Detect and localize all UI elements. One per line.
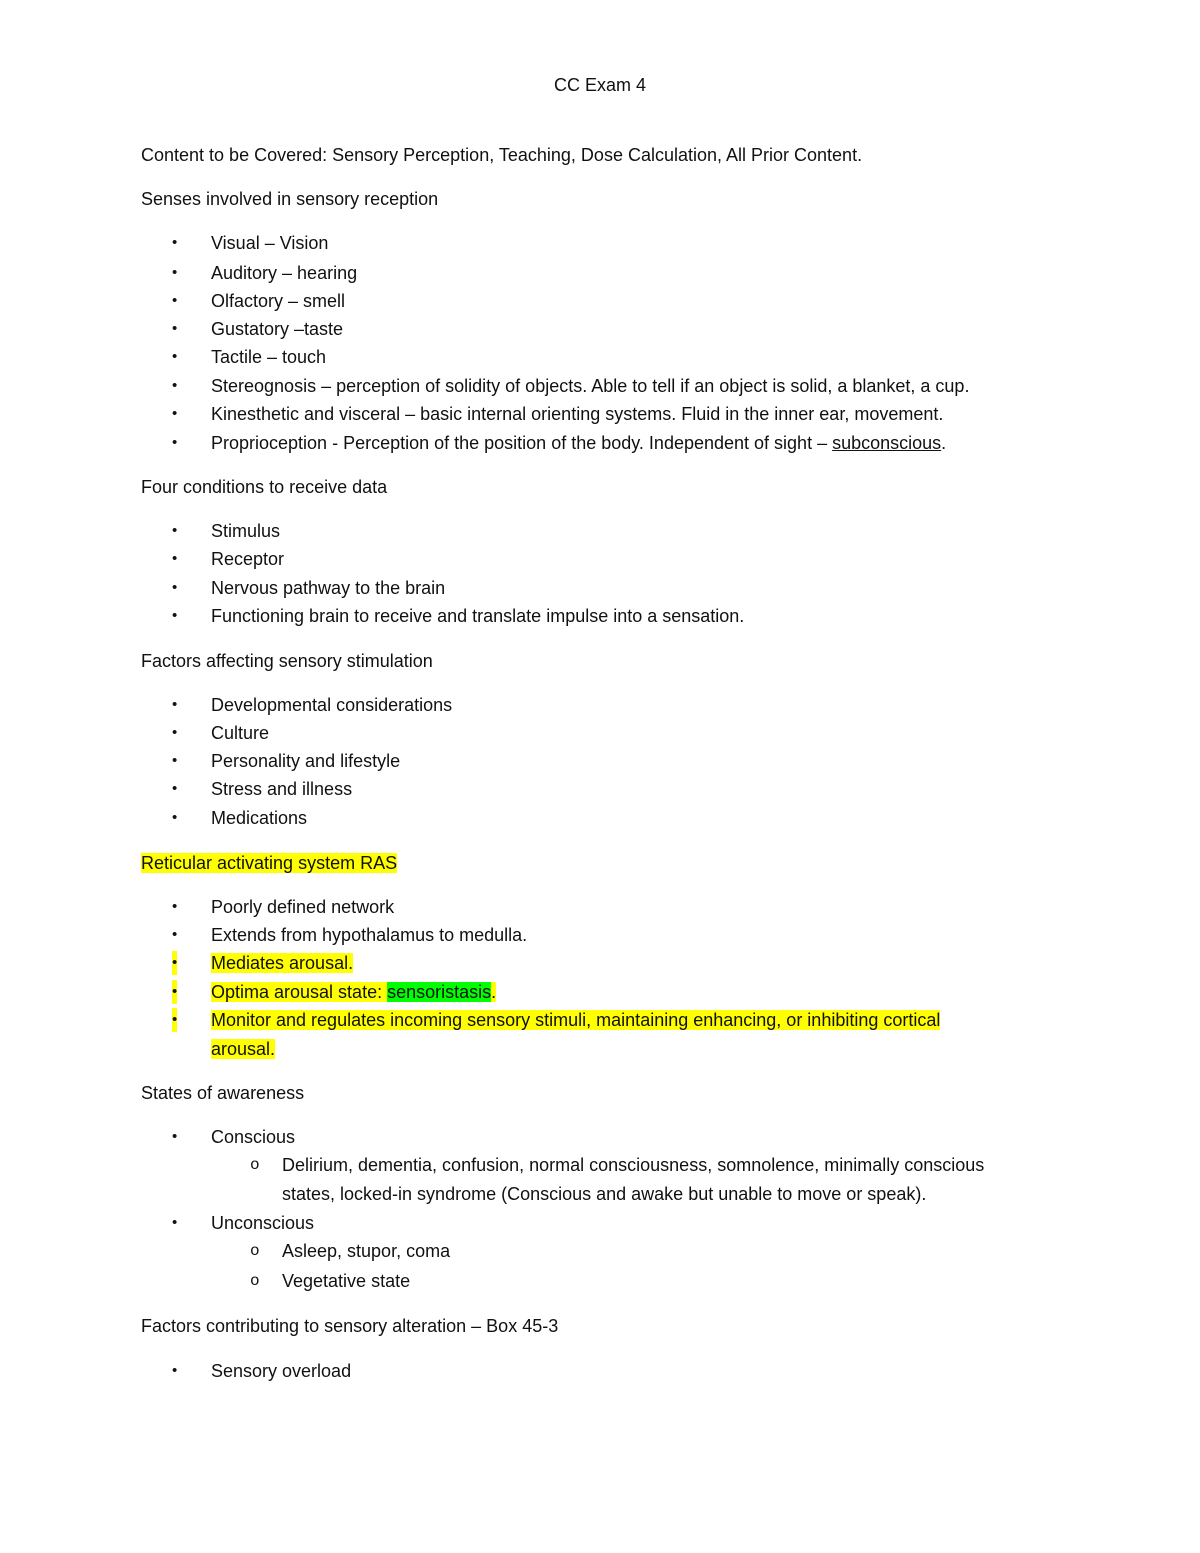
list-item: Extends from hypothalamus to medulla.	[211, 925, 528, 945]
bullet-icon: •	[172, 579, 178, 596]
bullet-icon: •	[172, 1008, 177, 1032]
bullet-icon: •	[172, 1128, 178, 1145]
ras-heading	[141, 851, 397, 875]
awareness-heading: States of awareness	[141, 1083, 305, 1103]
list-item: Nervous pathway to the brain	[211, 578, 446, 598]
proprioception-text: Proprioception - Perception of the position of the body. Independent of sight –	[211, 433, 833, 453]
monitor-text-line2: arousal.	[211, 1039, 276, 1059]
optima-period: .	[491, 982, 497, 1002]
bullet-icon: •	[172, 292, 178, 309]
sub-bullet-icon: o	[250, 1242, 260, 1260]
bullet-icon: •	[172, 809, 178, 826]
sub-list-item: Asleep, stupor, coma	[282, 1241, 451, 1261]
bullet-icon: •	[172, 550, 178, 567]
sensoristasis-highlight: sensoristasis	[387, 982, 492, 1002]
list-item: Medications	[211, 808, 308, 828]
list-item-mediates	[211, 951, 353, 975]
ras-heading-text: Reticular activating system RAS	[141, 853, 398, 873]
sub-bullet-icon: o	[250, 1272, 260, 1290]
list-item: Conscious	[211, 1127, 296, 1147]
list-item: Culture	[211, 723, 270, 743]
bullet-icon: •	[172, 234, 178, 251]
sub-list-item: Delirium, dementia, confusion, normal consciousness, somnolence, minimally conscious	[282, 1155, 985, 1175]
bullet-icon: •	[172, 951, 177, 975]
list-item: Tactile – touch	[211, 347, 327, 367]
sub-bullet-icon: o	[250, 1156, 260, 1174]
bullet-icon: •	[172, 607, 178, 624]
bullet-icon: •	[172, 377, 178, 394]
list-item: Receptor	[211, 549, 285, 569]
list-item-optima	[211, 980, 496, 1004]
optima-text: Optima arousal state:	[211, 982, 388, 1002]
bullet-icon: •	[172, 980, 177, 1004]
bullet-icon: •	[172, 724, 178, 741]
list-item: Poorly defined network	[211, 897, 395, 917]
bullet-icon: •	[172, 522, 178, 539]
bullet-icon: •	[172, 752, 178, 769]
list-item-monitor	[211, 1008, 940, 1032]
bullet-icon: •	[172, 926, 178, 943]
list-item: Stress and illness	[211, 779, 353, 799]
sub-list-item: Vegetative state	[282, 1271, 411, 1291]
list-item: Olfactory – smell	[211, 291, 346, 311]
list-item-monitor-cont	[211, 1037, 275, 1061]
list-item: Kinesthetic and visceral – basic internal orienting systems. Fluid in the inner ear, movement.	[211, 404, 944, 424]
document-title: CC Exam 4	[553, 75, 647, 95]
list-item: Developmental considerations	[211, 695, 453, 715]
bullet-icon: •	[172, 348, 178, 365]
list-item: Stereognosis – perception of solidity of objects. Able to tell if an object is solid, a blanket, a cup.	[211, 376, 970, 396]
senses-heading: Senses involved in sensory reception	[141, 189, 439, 209]
list-item: Sensory overload	[211, 1361, 352, 1381]
list-item: Functioning brain to receive and translate impulse into a sensation.	[211, 606, 745, 626]
list-item: Gustatory –taste	[211, 319, 344, 339]
subconscious-underlined: subconscious	[832, 433, 942, 453]
conditions-heading: Four conditions to receive data	[141, 477, 388, 497]
list-item-proprioception	[211, 431, 946, 455]
bullet-icon: •	[172, 780, 178, 797]
list-item: Stimulus	[211, 521, 281, 541]
content-covered-line: Content to be Covered: Sensory Perception, Teaching, Dose Calculation, All Prior Content.	[141, 145, 863, 165]
bullet-icon: •	[172, 898, 178, 915]
sub-list-item-cont: states, locked-in syndrome (Conscious and awake but unable to move or speak).	[282, 1184, 927, 1204]
bullet-icon: •	[172, 264, 178, 281]
bullet-icon: •	[172, 405, 178, 422]
bullet-icon: •	[172, 696, 178, 713]
proprioception-period: .	[941, 433, 947, 453]
list-item: Unconscious	[211, 1213, 315, 1233]
list-item: Auditory – hearing	[211, 263, 358, 283]
bullet-icon: •	[172, 434, 178, 451]
alteration-heading: Factors contributing to sensory alteration – Box 45-3	[141, 1316, 559, 1336]
bullet-icon: •	[172, 320, 178, 337]
bullet-icon: •	[172, 1214, 178, 1231]
list-item: Personality and lifestyle	[211, 751, 401, 771]
bullet-icon: •	[172, 1362, 178, 1379]
factors-heading: Factors affecting sensory stimulation	[141, 651, 433, 671]
monitor-text-line1: Monitor and regulates incoming sensory stimuli, maintaining enhancing, or inhibiting cortical	[211, 1010, 941, 1030]
list-item: Visual – Vision	[211, 233, 329, 253]
mediates-text: Mediates arousal.	[211, 953, 354, 973]
